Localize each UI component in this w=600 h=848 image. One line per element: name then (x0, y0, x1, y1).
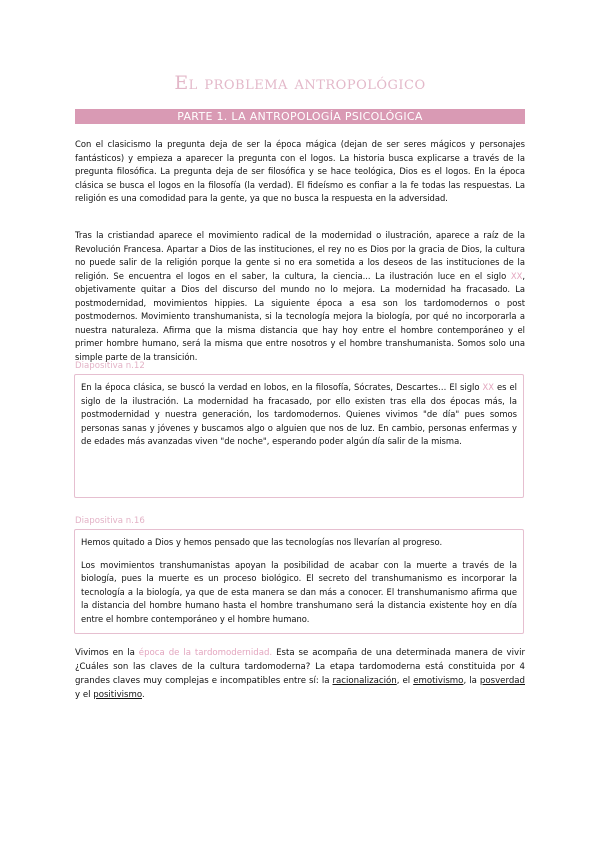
page-title: El problema antropológico (174, 72, 426, 94)
paragraph-modernidad-text: Tras la cristiandad aparece el movimiento radical de la modernidad o ilustración, aparece a raíz de la Revolución Francesa. Apartar a Dios de las instituciones, el rey no es Dios por la gracia de Dios, la cultura no puede salir de la religión porque la gente si no era sometida a los deseos de las instituciones de la religión. Se encuentra el logos en el saber, la cultura, la ciencia... La ilustración luce en el siglo (75, 230, 525, 281)
p3-middle: Esta se acompaña de una determinada manera de vivir ¿Cuáles son las claves de la cultura tardomoderna? La etapa tardomoderna está constituida por 4 grandes claves muy complejas e incompatibles entre sí: la (75, 648, 526, 686)
keyword-emotivismo: emotivismo (413, 676, 464, 686)
slide-12-text-end: es el siglo de la ilustración. La modernidad ha fracasado, por ello existen tras ella dos épocas más, la postmodernidad y nuestra generación, los tardomodernos. Quienes vivimos "de día" pues somos personas sanas y jóvenes y buscamos algo o alguien que nos de luz. En cambio, personas enfermas y de edades más avanzadas viven "de noche", esperando poder algún día salir de la misma. (81, 382, 518, 446)
century-roman-numeral: XX (510, 270, 523, 281)
paragraph-clasicismo: Con el clasicismo la pregunta deja de ser la época mágica (dejan de ser seres mágicos y personajes fantásticos) y empieza a aparecer la pregunta con el logos. La historia busca explicarse a través de la pregunta filosófica. La pregunta deja de ser filosófica y se hace teológica, Dios es el logos. En la época clásica se busca el logos en la filosofía (la verdad). El fideísmo es confiar a la fe todas las respuestas. La religión es una comodidad para la gente, ya que no busca la respuesta en la adversidad. (75, 139, 525, 203)
p3-sep-1: , el (396, 676, 414, 686)
slide-12-box (74, 374, 524, 498)
slide-12-text (75, 375, 523, 455)
p3-before: Vivimos en la (75, 648, 139, 658)
p3-sep-2: , la (463, 676, 480, 686)
paragraph-modernidad-text-end: , objetivamente quitar a Dios del discurso del mundo no lo mejora. La modernidad ha fracasado. La postmodernidad, movimientos hippies. La siguiente época a esa son los tardomodernos o post postmodernos. Movimiento transhumanista, si la tecnología mejora la biología, por qué no incorporarla a nuestra naturaleza. Afirma que la misma distancia que hay hoy entre el hombre contemporáneo y el primer hombre humano, será la misma que entre nosotros y el hombre transhumanista. Somos solo una simple parte de la transición. (75, 270, 525, 362)
paragraph-modernidad (75, 229, 525, 364)
slide-16-line-1: Hemos quitado a Dios y hemos pensado que las tecnologías nos llevarían al progreso. (81, 537, 443, 547)
slide-12-label: Diapositiva n.12 (75, 361, 145, 371)
slide-16-label: Diapositiva n.16 (75, 516, 145, 526)
paragraph-tardomodernidad (75, 646, 525, 702)
slide-12-text-start: En la época clásica, se buscó la verdad en lobos, en la filosofía, Sócrates, Descartes… El siglo (81, 382, 483, 392)
p3-highlight: época de la tardomodernidad. (138, 648, 273, 658)
p3-sep-3: y el (75, 690, 94, 700)
section-heading: PARTE 1. LA ANTROPOLOGÍA PSICOLÓGICA (75, 109, 525, 124)
keyword-positivismo: positivismo (93, 690, 142, 700)
p3-end: . (142, 690, 145, 700)
slide-16-box (74, 529, 524, 634)
slide-12-century: XX (482, 382, 494, 392)
slide-16-line-2: Los movimientos transhumanistas apoyan la posibilidad de acabar con la muerte a través de la biología, pues la muerte es un proceso biológico. El secreto del transhumanismo es incorporar la tecnología a la biología, ya que de esta manera se dan más a conocer. El transhumanismo afirma que la distancia del hombre humano hasta el hombre transhumano será la distancia existente hoy en día entre el hombre contemporáneo y el hombre humano. (81, 559, 517, 624)
keyword-posverdad: posverdad (479, 676, 525, 686)
keyword-racionalizacion: racionalización (332, 676, 397, 686)
slide-16-text (75, 530, 523, 641)
